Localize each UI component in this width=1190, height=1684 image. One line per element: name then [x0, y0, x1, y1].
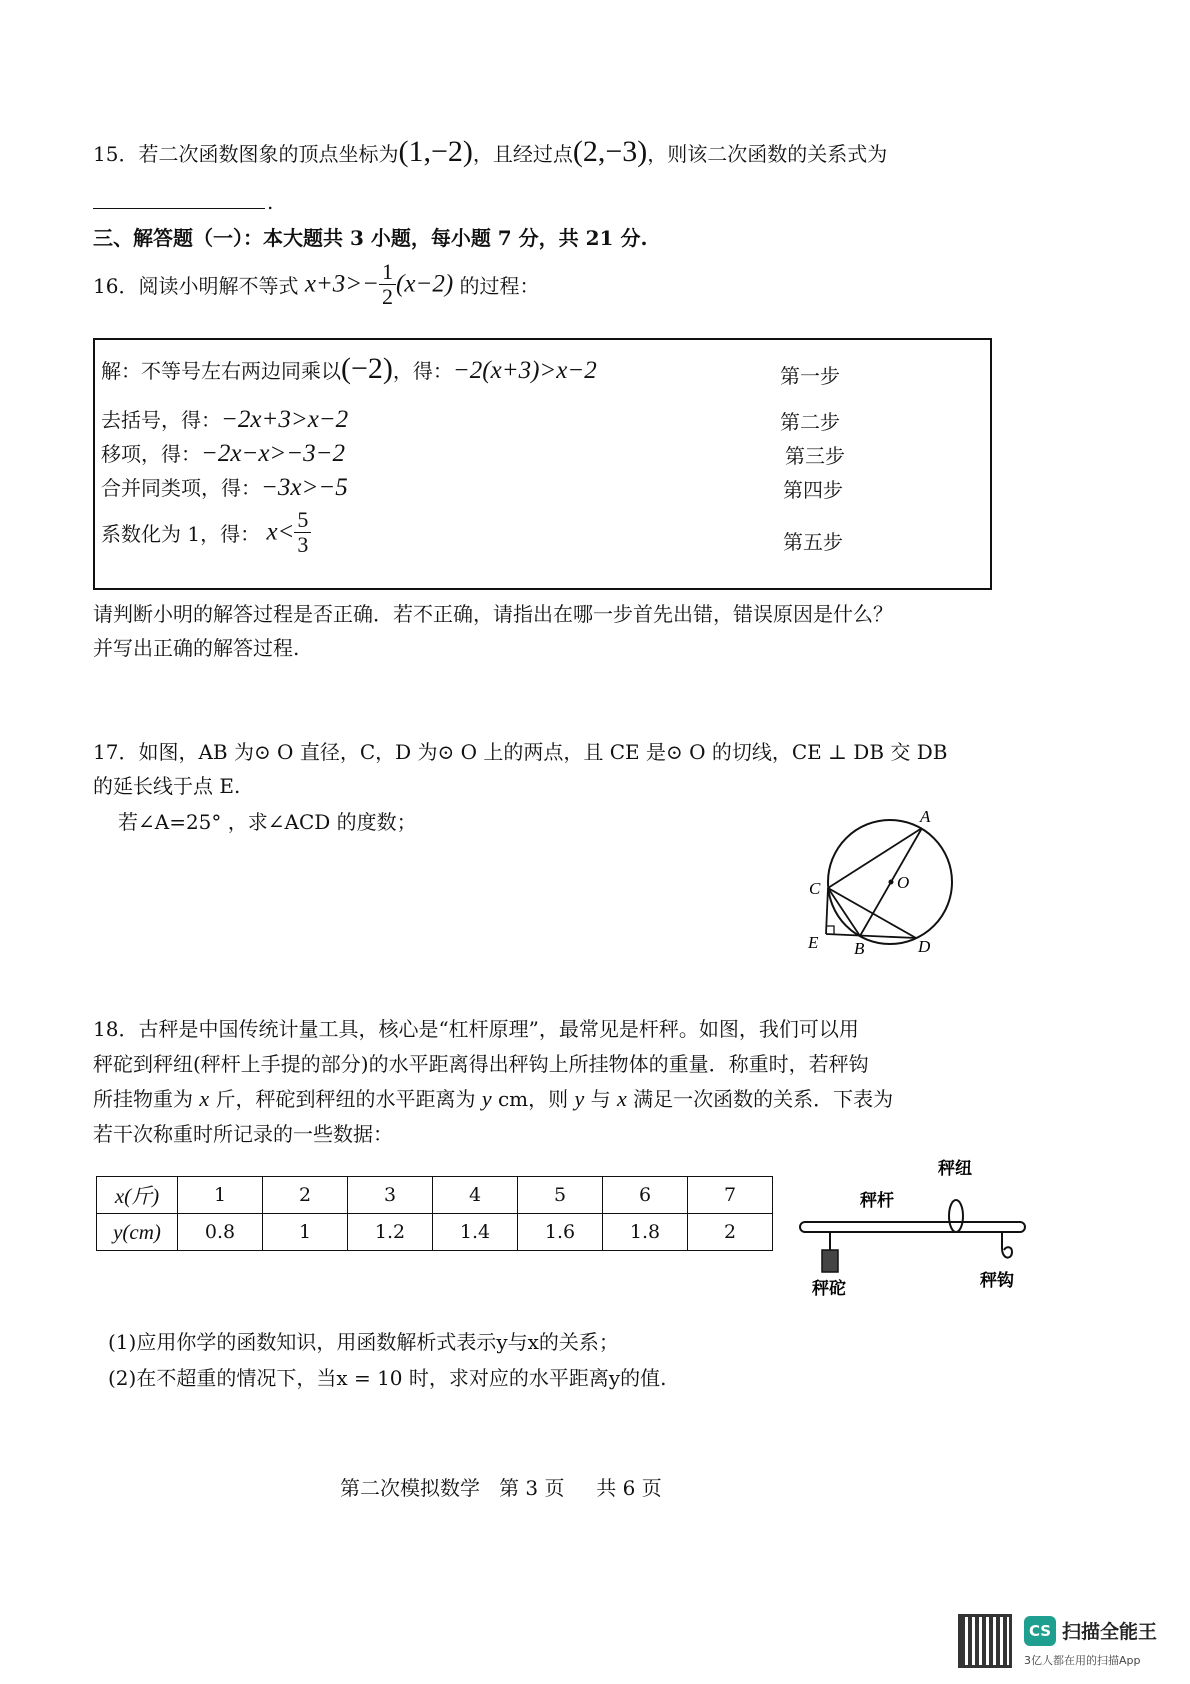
- label-b: B: [854, 939, 865, 958]
- label-a: A: [920, 807, 931, 826]
- q15-point: (2,−3): [572, 135, 648, 168]
- table-cell: 0.8: [178, 1214, 263, 1251]
- step-5-fraction: $\frac{5}{3}$: [294, 508, 311, 557]
- q16-solution-box: [93, 338, 992, 590]
- table-cell: 2: [263, 1177, 348, 1214]
- q17-circle-figure: [800, 806, 990, 976]
- q16-question-line2: 并写出正确的解答过程.: [93, 636, 300, 660]
- q18-data-table: [96, 1176, 773, 1251]
- q16-ineq-left: x+3>−: [304, 270, 380, 298]
- q15-mid: ，且经过点: [472, 142, 573, 166]
- steelyard-knob: [949, 1200, 963, 1232]
- table-cell: 4: [433, 1177, 518, 1214]
- q18-line3: 所挂物重为 x 斤，秤砣到秤纽的水平距离为 y cm，则 y 与 x 满足一次函数的关系．下表为: [93, 1086, 894, 1111]
- step-4-label: 第四步: [783, 478, 843, 502]
- qr-code: [958, 1614, 1012, 1668]
- steelyard-hook: [1002, 1247, 1012, 1257]
- q18-line2: 秤砣到秤纽(秤杆上手提的部分)的水平距离得出秤钩上所挂物体的重量．称重时，若秤钩: [93, 1052, 869, 1076]
- q17-line3: 若∠A=25° ，求∠ACD 的度数；: [118, 810, 417, 834]
- chord-cb: [828, 888, 860, 936]
- table-cell: 6: [603, 1177, 688, 1214]
- table-cell: 1: [178, 1177, 263, 1214]
- label-c: C: [809, 879, 821, 898]
- step-2: 去括号，得：−2x+3>x−2: [101, 406, 349, 433]
- q18-sub1: (1)应用你学的函数知识，用函数解析式表示y与x的关系；: [108, 1330, 619, 1354]
- scanner-tagline: 3亿人都在用的扫描App: [1024, 1654, 1141, 1667]
- table-cell: 3: [348, 1177, 433, 1214]
- table-row-y: [97, 1214, 773, 1251]
- step-2-label: 第二步: [780, 410, 840, 434]
- label-d: D: [918, 937, 931, 956]
- q18-line1: 18．古秤是中国传统计量工具，核心是“杠杆原理”，最常见是杆秤。如图，我们可以用: [93, 1017, 859, 1041]
- label-gou: 秤钩: [980, 1271, 1014, 1291]
- step-1-label: 第一步: [780, 364, 840, 388]
- q15-blank-end: .: [267, 190, 274, 214]
- q17-line1: 17．如图，AB 为⊙ O 直径，C，D 为⊙ O 上的两点，且 CE 是⊙ O 的切线，CE ⊥ DB 交 DB: [93, 740, 948, 764]
- q15-vertex: (1,−2): [398, 135, 473, 168]
- table-cell: 5: [518, 1177, 603, 1214]
- label-e: E: [808, 933, 819, 952]
- step-3: 移项，得：−2x−x>−3−2: [101, 440, 346, 467]
- table-cell: 7: [688, 1177, 773, 1214]
- q18-line4: 若干次称重时所记录的一些数据：: [93, 1122, 393, 1146]
- page-footer: 第二次模拟数学 第 3 页 共 6 页: [340, 1476, 662, 1500]
- q16-question-line1: 请判断小明的解答过程是否正确．若不正确，请指出在哪一步首先出错，错误原因是什么？: [93, 602, 893, 626]
- step-3-label: 第三步: [785, 444, 845, 468]
- scanner-brand: 扫描全能王: [1062, 1621, 1158, 1643]
- q15-line: [93, 135, 887, 169]
- steelyard-weight: [822, 1250, 838, 1272]
- table-cell: 1.4: [433, 1214, 518, 1251]
- center-o: [889, 880, 894, 885]
- step-5-label: 第五步: [783, 530, 843, 554]
- q16-intro-suffix: 的过程：: [459, 274, 540, 299]
- scanner-logo-icon: CS: [1024, 1616, 1056, 1646]
- table-header-y: y(cm): [97, 1214, 178, 1251]
- q16-intro-prefix: 16．阅读小明解不等式: [93, 274, 299, 299]
- q16-intro: [93, 260, 540, 309]
- step-4: 合并同类项，得：−3x>−5: [101, 474, 348, 501]
- step-5: 系数化为 1，得： x< $\frac{5}{3}$: [101, 508, 311, 557]
- q18-sub2: (2)在不超重的情况下，当x = 10 时，求对应的水平距离y的值.: [108, 1366, 667, 1390]
- line-ed: [826, 934, 916, 938]
- table-row-x: [97, 1177, 773, 1214]
- label-gan: 秤杆: [860, 1191, 894, 1211]
- right-angle-mark: [826, 926, 834, 934]
- table-header-x: x(斤): [97, 1177, 178, 1214]
- label-tuo: 秤砣: [812, 1279, 846, 1299]
- section3-title: 三、解答题（一）：本大题共 3 小题，每小题 7 分，共 21 分.: [93, 226, 648, 250]
- table-cell: 1.6: [518, 1214, 603, 1251]
- q16-ineq-right: (x−2): [396, 270, 454, 298]
- q15-answer-blank[interactable]: [93, 188, 265, 209]
- label-o: O: [897, 873, 910, 892]
- step-1: 解：不等号左右两边同乘以(−2)，得：−2(x+3)>x−2: [101, 352, 597, 385]
- table-cell: 1: [263, 1214, 348, 1251]
- chord-cd: [828, 888, 916, 938]
- table-cell: 2: [688, 1214, 773, 1251]
- label-niu: 秤纽: [938, 1159, 972, 1179]
- q15-prefix: 15．若二次函数图象的顶点坐标为: [93, 142, 399, 166]
- tangent-ce: [826, 888, 828, 934]
- q16-fraction: $\frac{1}{2}$: [379, 260, 396, 309]
- table-cell: 1.2: [348, 1214, 433, 1251]
- q17-line2: 的延长线于点 E.: [93, 774, 241, 798]
- q15-suffix: ，则该二次函数的关系式为: [647, 142, 888, 166]
- steelyard-figure: [790, 1150, 1040, 1300]
- steelyard-beam: [800, 1222, 1025, 1232]
- table-cell: 1.8: [603, 1214, 688, 1251]
